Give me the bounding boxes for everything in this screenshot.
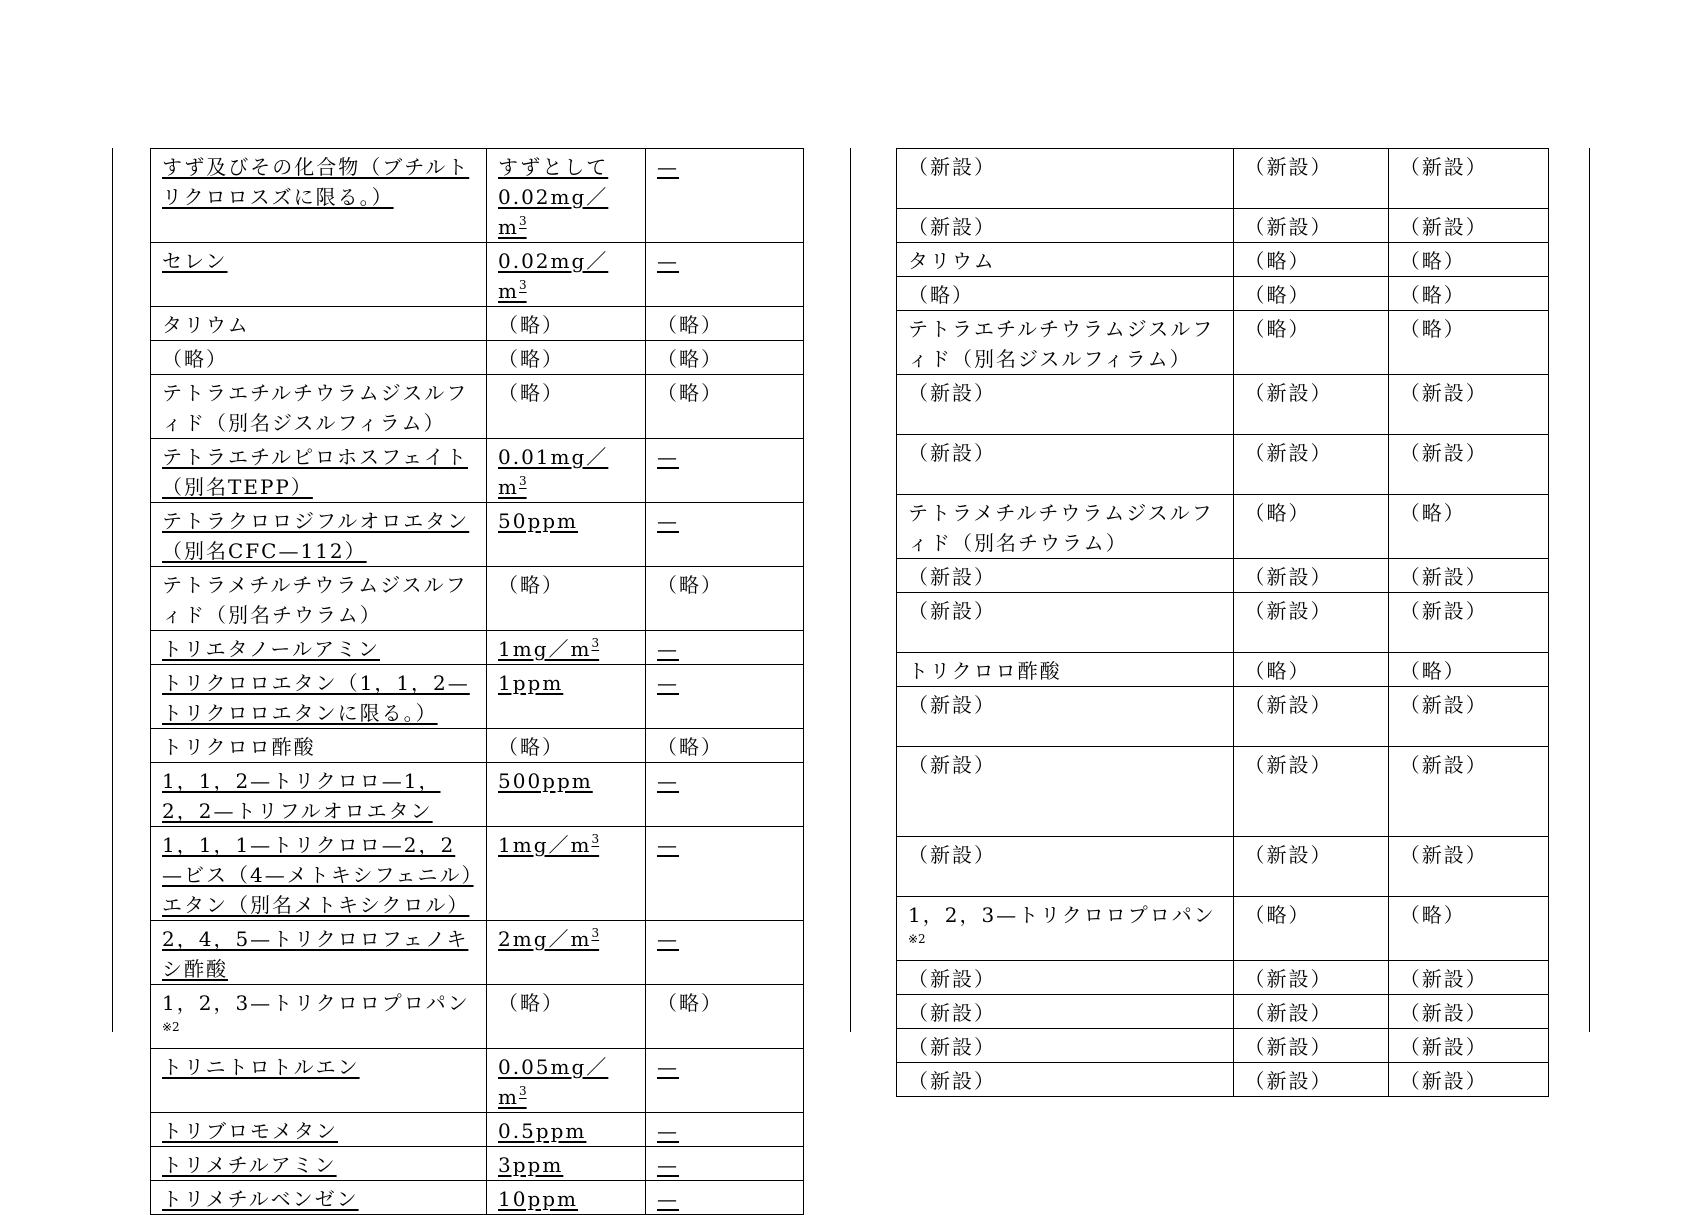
third-column-cell (1388, 1063, 1548, 1097)
third-column-cell (646, 375, 804, 439)
third-column-cell-text: — (657, 509, 679, 533)
table-row (897, 1029, 1549, 1063)
third-column-cell (1388, 243, 1548, 277)
third-column-cell (1388, 961, 1548, 995)
substance-name-cell (151, 1147, 487, 1181)
limit-value-cell-text: 3ppm (498, 1153, 564, 1177)
third-column-cell (646, 243, 804, 307)
table-row (151, 1181, 804, 1215)
substance-name-cell-text: トリブロモメタン (162, 1119, 338, 1143)
superscript: 3 (591, 636, 600, 650)
table-row (151, 341, 804, 375)
current-table (896, 148, 1549, 1097)
third-column-cell (646, 1113, 804, 1147)
third-column-cell-text: （新設） (1399, 693, 1488, 717)
third-column-cell-text: （新設） (1399, 381, 1488, 405)
substance-name-cell-text: （新設） (908, 565, 996, 589)
table-row (151, 567, 804, 631)
substance-name-cell-text: トリクロロエタン（1，1，2—トリクロロエタンに限る。） (162, 671, 470, 725)
limit-value-cell-text: （略） (498, 381, 564, 405)
third-column-cell-text: — (657, 1119, 679, 1143)
limit-value-cell (1233, 375, 1388, 435)
substance-name-cell-text: （新設） (908, 843, 996, 867)
limit-value-cell-text: $1mg/m^3$ (498, 636, 600, 661)
substance-name-cell-text: トリエタノールアミン (162, 637, 380, 661)
substance-name-cell-text: テトラエチルチウラムジスルフィド（別名ジスルフィラム） (162, 381, 469, 435)
limit-value-cell (487, 567, 646, 631)
third-column-cell-text: （略） (1399, 249, 1466, 273)
third-column-cell-text: （新設） (1399, 967, 1488, 991)
third-column-cell-text: （新設） (1399, 1035, 1488, 1059)
substance-name-cell (897, 747, 1234, 837)
third-column-cell-text: — (657, 637, 679, 661)
substance-name-cell (897, 277, 1234, 311)
limit-value-cell-text: （略） (1244, 249, 1311, 273)
limit-value-cell (487, 665, 646, 729)
substance-name-cell (897, 653, 1234, 687)
substance-name-cell-text: テトラエチルチウラムジスルフィド（別名ジスルフィラム） (908, 317, 1215, 371)
substance-name-cell-text: （新設） (908, 215, 996, 239)
substance-name-cell-text: （新設） (908, 599, 996, 623)
third-column-cell (646, 439, 804, 503)
third-column-cell (1388, 495, 1548, 559)
third-column-cell-text: — (657, 445, 679, 469)
third-column-cell (646, 307, 804, 341)
limit-value-cell-text: （新設） (1244, 1069, 1333, 1093)
limit-value-cell (1233, 1063, 1388, 1097)
limit-value-cell-text: （略） (1244, 501, 1311, 525)
limit-value-cell (1233, 149, 1388, 209)
table-row (897, 747, 1549, 837)
table-row (897, 243, 1549, 277)
substance-name-cell-text: テトラクロロジフルオロエタン（別名CFC—112） (162, 509, 470, 563)
substance-name-cell-text: トリニトロトルエン (162, 1055, 360, 1079)
limit-value-cell (487, 439, 646, 503)
limit-value-cell-text: $1mg/m^3$ (498, 832, 600, 857)
limit-value-cell-text: （新設） (1244, 693, 1333, 717)
substance-name-cell-text: テトラメチルチウラムジスルフィド（別名チウラム） (162, 573, 468, 627)
substance-name-cell (897, 995, 1234, 1029)
substance-name-cell (151, 729, 487, 763)
limit-value-cell (1233, 687, 1388, 747)
third-column-cell (646, 827, 804, 921)
substance-name-cell-text: セレン (162, 249, 228, 273)
table-row (897, 149, 1549, 209)
third-column-cell-text: （新設） (1399, 441, 1488, 465)
third-column-cell-text: — (657, 155, 679, 179)
substance-name-cell (151, 665, 487, 729)
third-column-cell-text: （略） (1399, 317, 1466, 341)
limit-value-cell (1233, 653, 1388, 687)
table-row (897, 435, 1549, 495)
substance-name-cell-text: （新設） (908, 753, 996, 777)
substance-name-cell-text: 2，4，5—トリクロロフェノキシ酢酸 (162, 927, 469, 981)
limit-value-cell-text: すずとして$0.02mg/m^3$ (498, 155, 609, 239)
table-row (897, 653, 1549, 687)
substance-name-cell (897, 209, 1234, 243)
third-column-cell-text: （略） (657, 991, 723, 1015)
table-row (897, 837, 1549, 897)
limit-value-cell-text: （新設） (1244, 565, 1333, 589)
limit-value-cell-text: （新設） (1244, 967, 1333, 991)
substance-name-cell-text: トリメチルアミン (162, 1153, 337, 1177)
limit-value-cell (487, 307, 646, 341)
limit-value-cell-text: $0.01mg/m^3$ (498, 445, 609, 499)
center-divider-line (850, 148, 851, 1032)
substance-name-cell (897, 375, 1234, 435)
third-column-cell-text: （新設） (1399, 843, 1488, 867)
substance-name-cell (897, 593, 1234, 653)
limit-value-cell-text: （略） (498, 313, 564, 337)
third-column-cell (1388, 277, 1548, 311)
substance-name-cell-text: （新設） (908, 381, 996, 405)
limit-value-cell-text: （略） (1244, 317, 1311, 341)
limit-value-cell-text: （略） (498, 991, 564, 1015)
limit-value-cell (487, 243, 646, 307)
substance-name-cell (151, 1049, 487, 1113)
table-row (897, 593, 1549, 653)
substance-name-cell (151, 763, 487, 827)
substance-name-cell (151, 1113, 487, 1147)
table-row (151, 827, 804, 921)
substance-name-cell-text: すず及びその化合物（ブチルトリクロロスズに限る。） (162, 155, 470, 209)
substance-name-cell (151, 375, 487, 439)
substance-name-cell-text: 1，2，3—トリクロロプロパン$^{※2}$ (162, 991, 470, 1034)
third-column-cell (1388, 747, 1548, 837)
third-column-cell (646, 665, 804, 729)
substance-name-cell (897, 435, 1234, 495)
limit-value-cell (1233, 995, 1388, 1029)
table-row (151, 1049, 804, 1113)
third-column-cell-text: （略） (1399, 501, 1466, 525)
table-row (897, 559, 1549, 593)
third-column-cell-text: （新設） (1399, 565, 1488, 589)
limit-value-cell (487, 1181, 646, 1215)
limit-value-cell-text: （新設） (1244, 215, 1333, 239)
table-row (897, 311, 1549, 375)
third-column-cell (1388, 311, 1548, 375)
superscript: ※2 (908, 932, 926, 946)
third-column-cell (646, 567, 804, 631)
third-column-cell-text: （略） (657, 347, 723, 371)
third-column-cell (1388, 149, 1548, 209)
third-column-cell-text: （略） (1399, 283, 1466, 307)
limit-value-cell-text: 10ppm (498, 1187, 579, 1211)
limit-value-cell (487, 1049, 646, 1113)
third-column-cell-text: （新設） (1399, 599, 1488, 623)
limit-value-cell (487, 921, 646, 985)
current-table-body (897, 149, 1549, 1097)
limit-value-cell (487, 149, 646, 243)
limit-value-cell-text: （新設） (1244, 1001, 1333, 1025)
revised-table-body (151, 149, 804, 1215)
substance-name-cell (897, 1063, 1234, 1097)
substance-name-cell-text: トリクロロ酢酸 (162, 735, 316, 759)
substance-name-cell (151, 503, 487, 567)
limit-value-cell (1233, 495, 1388, 559)
right-margin-line (1589, 148, 1590, 1032)
third-column-cell-text: — (657, 927, 679, 951)
limit-value-cell-text: （略） (1244, 659, 1311, 683)
limit-value-cell (487, 375, 646, 439)
table-row (897, 495, 1549, 559)
superscript: 3 (518, 474, 527, 488)
substance-name-cell (897, 897, 1234, 961)
third-column-cell (646, 921, 804, 985)
table-row (897, 209, 1549, 243)
limit-value-cell (1233, 209, 1388, 243)
limit-value-cell-text: （略） (1244, 903, 1311, 927)
third-column-cell (1388, 995, 1548, 1029)
substance-name-cell (151, 149, 487, 243)
table-row (151, 665, 804, 729)
superscript: ※2 (162, 1020, 180, 1034)
table-row (151, 243, 804, 307)
substance-name-cell (897, 311, 1234, 375)
substance-name-cell (151, 1181, 487, 1215)
third-column-cell-text: （新設） (1399, 753, 1488, 777)
third-column-cell (1388, 687, 1548, 747)
substance-name-cell-text: （新設） (908, 1001, 996, 1025)
table-row (151, 985, 804, 1049)
substance-name-cell (151, 307, 487, 341)
superscript: 3 (518, 214, 527, 228)
third-column-cell-text: （略） (1399, 659, 1466, 683)
limit-value-cell (487, 631, 646, 665)
substance-name-cell-text: タリウム (162, 313, 250, 337)
third-column-cell (1388, 375, 1548, 435)
substance-name-cell-text: 1，2，3—トリクロロプロパン$^{※2}$ (908, 903, 1216, 946)
third-column-cell (1388, 837, 1548, 897)
limit-value-cell-text: （新設） (1244, 599, 1333, 623)
limit-value-cell-text: $0.05mg/m^3$ (498, 1055, 609, 1109)
substance-name-cell (151, 341, 487, 375)
limit-value-cell-text: 1ppm (498, 671, 564, 695)
third-column-cell-text: （略） (657, 313, 723, 337)
substance-name-cell (151, 243, 487, 307)
substance-name-cell-text: （略） (162, 347, 228, 371)
third-column-cell-text: — (657, 1055, 679, 1079)
table-row (151, 1113, 804, 1147)
superscript: 3 (591, 926, 600, 940)
third-column-cell (646, 1049, 804, 1113)
third-column-cell-text: （新設） (1399, 1069, 1488, 1093)
third-column-cell-text: （略） (1399, 903, 1466, 927)
limit-value-cell-text: （新設） (1244, 843, 1333, 867)
limit-value-cell (1233, 243, 1388, 277)
limit-value-cell-text: （新設） (1244, 441, 1333, 465)
substance-name-cell-text: （新設） (908, 967, 996, 991)
third-column-cell-text: （新設） (1399, 215, 1488, 239)
table-row (151, 1147, 804, 1181)
limit-value-cell (1233, 837, 1388, 897)
superscript: 3 (591, 832, 600, 846)
limit-value-cell (487, 1113, 646, 1147)
limit-value-cell-text: 500ppm (498, 769, 593, 793)
substance-name-cell-text: （新設） (908, 693, 996, 717)
table-row (151, 375, 804, 439)
substance-name-cell-text: （略） (908, 283, 974, 307)
table-row (151, 503, 804, 567)
third-column-cell-text: （新設） (1399, 155, 1488, 179)
substance-name-cell-text: トリメチルベンゼン (162, 1187, 359, 1211)
substance-name-cell (897, 243, 1234, 277)
limit-value-cell-text: （略） (498, 573, 564, 597)
table-row (151, 439, 804, 503)
limit-value-cell-text: （新設） (1244, 753, 1333, 777)
third-column-cell (646, 1181, 804, 1215)
substance-name-cell (151, 827, 487, 921)
third-column-cell-text: （略） (657, 573, 723, 597)
limit-value-cell (1233, 277, 1388, 311)
third-column-cell (1388, 593, 1548, 653)
table-row (151, 631, 804, 665)
substance-name-cell (897, 687, 1234, 747)
third-column-cell-text: — (657, 1187, 679, 1211)
third-column-cell-text: （略） (657, 735, 723, 759)
third-column-cell-text: （略） (657, 381, 723, 405)
third-column-cell (646, 631, 804, 665)
limit-value-cell-text: （新設） (1244, 1035, 1333, 1059)
limit-value-cell (1233, 747, 1388, 837)
third-column-cell-text: — (657, 249, 679, 273)
limit-value-cell (1233, 897, 1388, 961)
substance-name-cell (897, 495, 1234, 559)
limit-value-cell (487, 827, 646, 921)
substance-name-cell (897, 837, 1234, 897)
third-column-cell-text: — (657, 769, 679, 793)
table-row (151, 307, 804, 341)
table-row (897, 687, 1549, 747)
limit-value-cell (487, 763, 646, 827)
table-row (151, 149, 804, 243)
third-column-cell (646, 729, 804, 763)
third-column-cell-text: — (657, 833, 679, 857)
limit-value-cell (1233, 593, 1388, 653)
substance-name-cell-text: テトラエチルピロホスフェイト（別名TEPP） (162, 445, 468, 499)
substance-name-cell-text: トリクロロ酢酸 (908, 659, 1062, 683)
substance-name-cell-text: テトラメチルチウラムジスルフィド（別名チウラム） (908, 501, 1214, 555)
limit-value-cell-text: （略） (498, 347, 564, 371)
substance-name-cell (151, 439, 487, 503)
substance-name-cell (897, 1029, 1234, 1063)
limit-value-cell-text: $2mg/m^3$ (498, 926, 600, 951)
table-row (897, 375, 1549, 435)
substance-name-cell (151, 567, 487, 631)
limit-value-cell (487, 1147, 646, 1181)
table-row (151, 763, 804, 827)
substance-name-cell-text: （新設） (908, 155, 996, 179)
third-column-cell (1388, 209, 1548, 243)
substance-name-cell (897, 961, 1234, 995)
limit-value-cell (487, 985, 646, 1049)
limit-value-cell-text: $0.02mg/m^3$ (498, 249, 609, 303)
substance-name-cell-text: 1，1，2—トリクロロ—1，2，2—トリフルオロエタン (162, 769, 441, 823)
substance-name-cell-text: タリウム (908, 249, 996, 273)
superscript: 3 (518, 278, 527, 292)
limit-value-cell (487, 503, 646, 567)
limit-value-cell (487, 341, 646, 375)
third-column-cell (646, 985, 804, 1049)
third-column-cell (1388, 559, 1548, 593)
table-row (897, 961, 1549, 995)
substance-name-cell-text: （新設） (908, 1035, 996, 1059)
substance-name-cell (151, 921, 487, 985)
third-column-cell (646, 341, 804, 375)
revised-table (150, 148, 804, 1215)
table-row (151, 921, 804, 985)
third-column-cell (1388, 1029, 1548, 1063)
substance-name-cell-text: （新設） (908, 1069, 996, 1093)
table-row (897, 897, 1549, 961)
limit-value-cell (487, 729, 646, 763)
limit-value-cell (1233, 1029, 1388, 1063)
third-column-cell-text: — (657, 1153, 679, 1177)
substance-name-cell-text: 1，1，1—トリクロロ—2，2—ビス（4—メトキシフェニル）エタン（別名メトキシクロル） (162, 833, 474, 917)
third-column-cell (646, 149, 804, 243)
substance-name-cell (897, 559, 1234, 593)
third-column-cell-text: （新設） (1399, 1001, 1488, 1025)
limit-value-cell-text: 0.5ppm (498, 1119, 587, 1143)
limit-value-cell (1233, 961, 1388, 995)
table-row (897, 1063, 1549, 1097)
limit-value-cell-text: （略） (498, 735, 564, 759)
third-column-cell-text: — (657, 671, 679, 695)
limit-value-cell-text: 50ppm (498, 509, 579, 533)
substance-name-cell-text: （新設） (908, 441, 996, 465)
third-column-cell (1388, 435, 1548, 495)
third-column-cell (1388, 897, 1548, 961)
limit-value-cell (1233, 435, 1388, 495)
limit-value-cell-text: （略） (1244, 283, 1311, 307)
table-row (897, 277, 1549, 311)
table-row (151, 729, 804, 763)
left-margin-line (112, 148, 113, 1032)
table-row (897, 995, 1549, 1029)
limit-value-cell-text: （新設） (1244, 381, 1333, 405)
third-column-cell (1388, 653, 1548, 687)
substance-name-cell (151, 985, 487, 1049)
third-column-cell (646, 763, 804, 827)
third-column-cell (646, 1147, 804, 1181)
limit-value-cell (1233, 311, 1388, 375)
limit-value-cell-text: （新設） (1244, 155, 1333, 179)
superscript: 3 (518, 1084, 527, 1098)
substance-name-cell (151, 631, 487, 665)
third-column-cell (646, 503, 804, 567)
limit-value-cell (1233, 559, 1388, 593)
substance-name-cell (897, 149, 1234, 209)
